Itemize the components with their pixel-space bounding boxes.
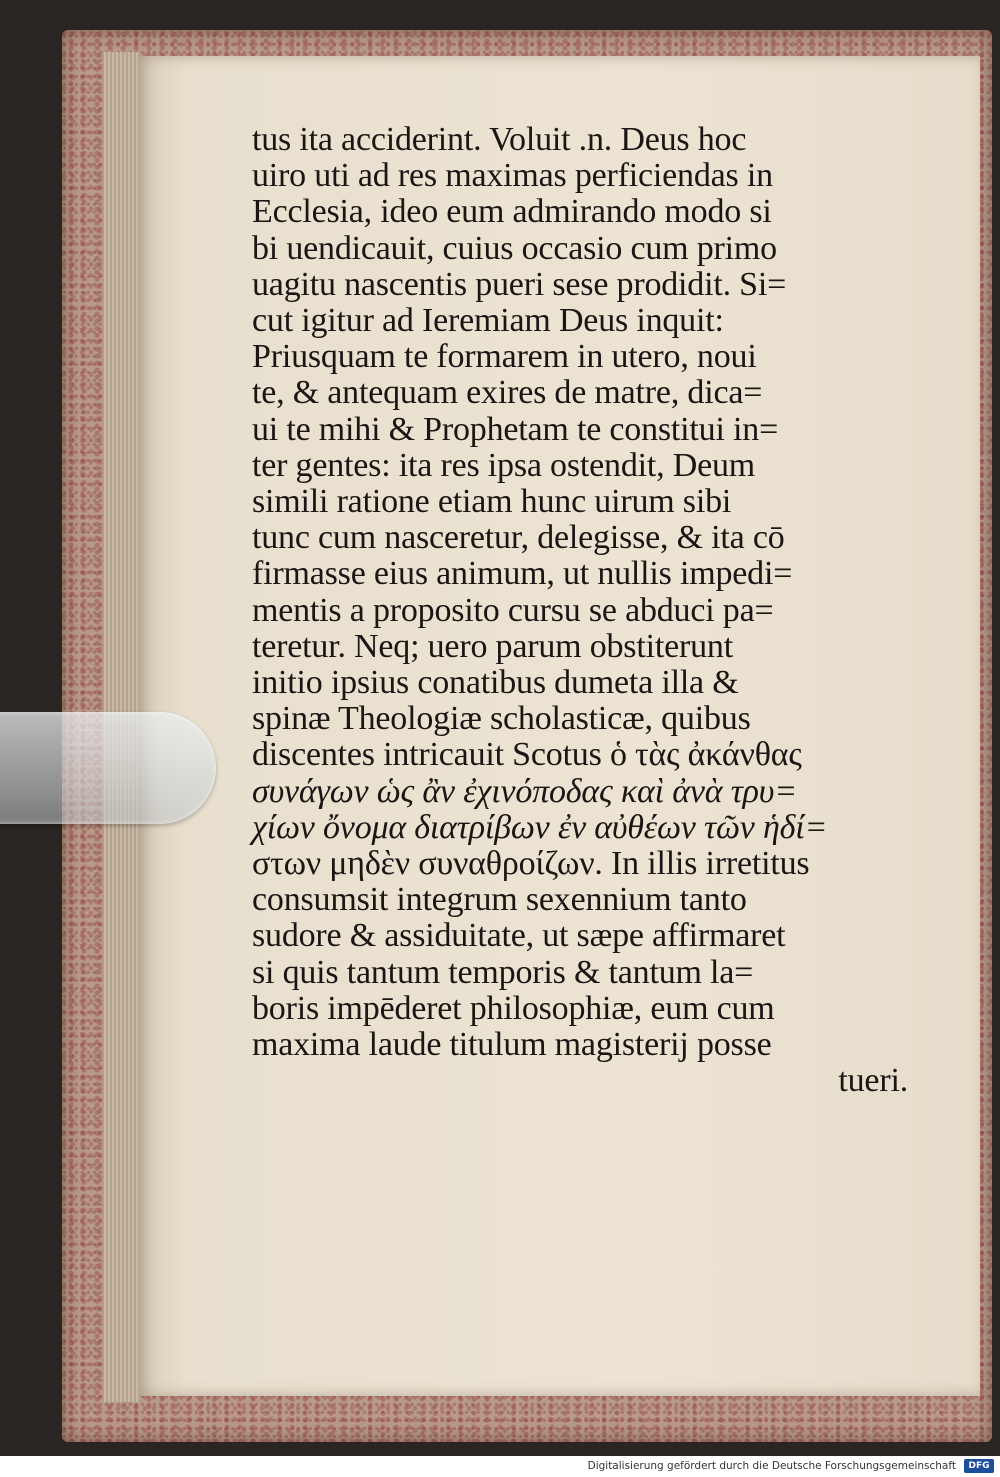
text-line: teretur. Neq; uero parum obstiterunt	[252, 627, 733, 665]
digitization-footer	[0, 1456, 1000, 1477]
text-line: Ecclesia, ideo eum admirando modo si	[252, 193, 772, 231]
text-line: uagitu nascentis pueri sese prodidit. Si=	[252, 265, 787, 303]
text-line: tunc cum nasceretur, delegisse, & ita cō	[252, 519, 785, 557]
text-line: si quis tantum temporis & tantum la=	[252, 953, 754, 991]
text-line: mentis a proposito cursu se abduci pa=	[252, 591, 774, 629]
dfg-logo: DFG	[964, 1459, 994, 1473]
text-line: boris impēderet philosophiæ, eum cum	[252, 989, 775, 1027]
text-line: te, & antequam exires de matre, dica=	[252, 374, 763, 412]
page-text-block	[252, 122, 912, 1099]
text-line: initio ipsius conatibus dumeta illa &	[252, 664, 739, 702]
text-line: simili ratione etiam hunc uirum sibi	[252, 483, 732, 521]
text-line: ter gentes: ita res ipsa ostendit, Deum	[252, 446, 756, 484]
text-line: Priusquam te formarem in utero, noui	[252, 338, 757, 376]
text-line: bi uendicauit, cuius occasio cum primo	[252, 229, 777, 267]
text-line: ui te mihi & Prophetam te constitui in=	[252, 410, 779, 448]
page-clip	[0, 712, 216, 824]
text-line: maxima laude titulum magisterij posse	[252, 1026, 772, 1064]
text-line: cut igitur ad Ieremiam Deus inquit:	[252, 302, 724, 340]
text-line: χίων ὄνομα διατρίβων ἐν αὐθέων τῶν ἡδί=	[252, 808, 828, 846]
text-line: συνάγων ὡς ἂν ἐχινόποδας καὶ ἀνὰ τρυ=	[252, 772, 797, 810]
text-line: στων μηδὲν συναθροίζων. In illis irretitus	[252, 845, 810, 883]
text-line: consumsit integrum sexennium tanto	[252, 881, 747, 919]
text-line: sudore & assiduitate, ut sæpe affirmaret	[252, 917, 786, 955]
text-line: uiro uti ad res maximas perficiendas in	[252, 157, 773, 195]
text-line: firmasse eius animum, ut nullis impedi=	[252, 555, 793, 593]
digitization-credit: Digitalisierung gefördert durch die Deutsche Forschungsgemeinschaft	[587, 1460, 956, 1472]
text-line: discentes intricauit Scotus ὁ τὰς ἀκάνθας	[252, 736, 802, 774]
text-line: tus ita acciderint. Voluit .n. Deus hoc	[252, 121, 747, 158]
text-line: spinæ Theologiæ scholasticæ, quibus	[252, 700, 751, 738]
catchword: tueri.	[838, 1062, 908, 1100]
